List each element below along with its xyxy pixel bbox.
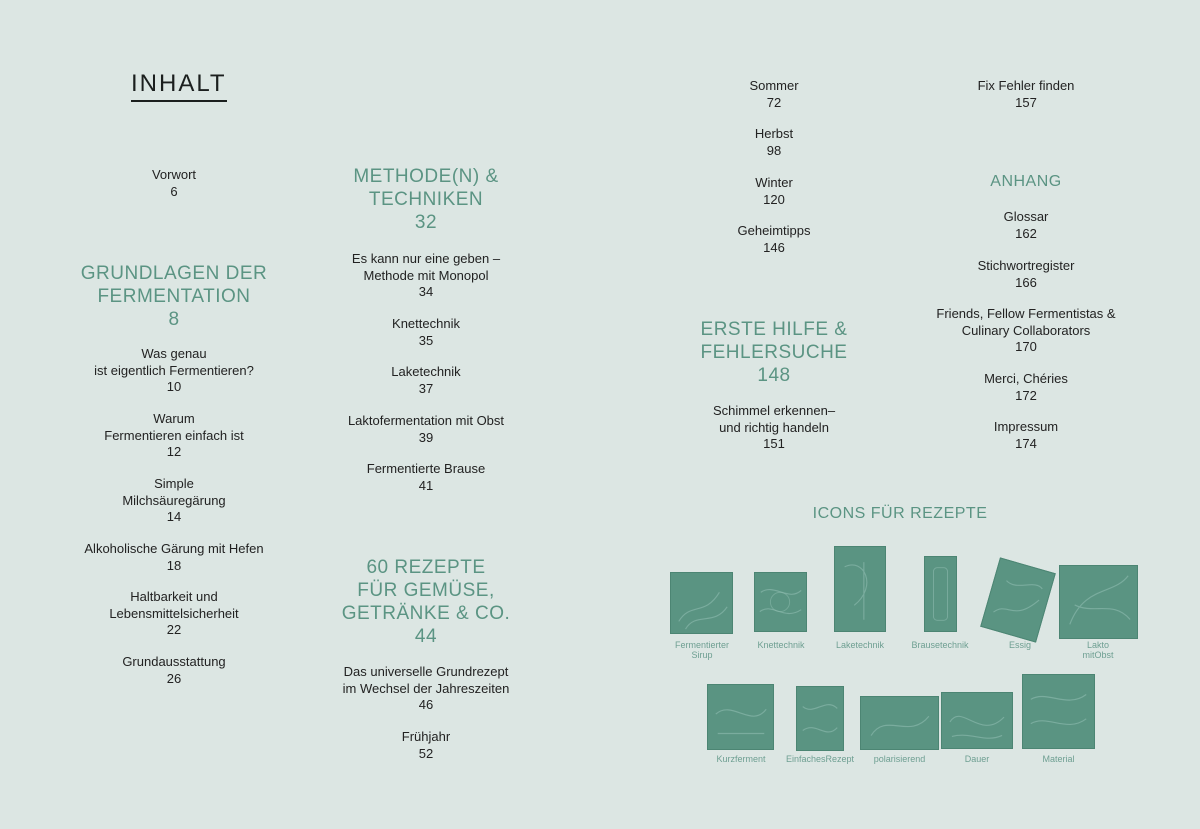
toc-entry[interactable]: Laktofermentation mit Obst 39 bbox=[347, 413, 505, 445]
toc-entry[interactable]: Glossar 162 bbox=[1003, 209, 1049, 241]
duration-icon bbox=[941, 692, 1013, 749]
toc-entry[interactable]: Knettechnik 35 bbox=[392, 316, 460, 348]
toc-entry[interactable]: Es kann nur eine geben – Methode mit Monopol 34 bbox=[351, 251, 501, 299]
icon-label: polarisierend bbox=[873, 754, 926, 764]
icon-label: Brausetechnik bbox=[911, 640, 969, 650]
icon-label: Fermentierter Sirup bbox=[674, 640, 729, 660]
section-heading-grundlagen[interactable]: GRUNDLAGEN DER FERMENTATION 8 bbox=[80, 263, 268, 330]
toc-entry[interactable]: Herbst 98 bbox=[754, 126, 794, 158]
toc-entry[interactable]: Simple Milchsäuregärung 14 bbox=[122, 476, 226, 524]
toc-entry[interactable]: Fix Fehler finden 157 bbox=[977, 78, 1075, 110]
icon-label: Lakto mitObst bbox=[1082, 640, 1114, 660]
vinegar-icon bbox=[980, 557, 1056, 642]
icon-label: Essig bbox=[1008, 640, 1031, 650]
icon-label: Material bbox=[1042, 754, 1075, 764]
brine-icon bbox=[834, 546, 886, 632]
toc-entry[interactable]: Laketechnik 37 bbox=[391, 364, 461, 396]
simple-recipe-icon bbox=[796, 686, 844, 751]
soda-bottle-icon bbox=[924, 556, 957, 632]
toc-entry[interactable]: Was genau ist eigentlich Fermentieren? 10 bbox=[94, 346, 254, 394]
kneading-icon bbox=[754, 572, 807, 632]
material-icon bbox=[1022, 674, 1095, 749]
section-heading-methoden[interactable]: METHODE(N) & TECHNIKEN 32 bbox=[353, 166, 499, 233]
short-ferment-icon bbox=[707, 684, 774, 750]
toc-entry[interactable]: Schimmel erkennen– und richtig handeln 151 bbox=[712, 403, 836, 451]
toc-entry[interactable]: Stichwortregister 166 bbox=[977, 258, 1075, 290]
fruit-jar-icon bbox=[1059, 565, 1138, 639]
icon-label: EinfachesRezept bbox=[785, 754, 855, 764]
icon-label: Dauer bbox=[964, 754, 990, 764]
toc-entry[interactable]: Warum Fermentieren einfach ist 12 bbox=[104, 411, 244, 459]
toc-entry[interactable]: Merci, Chéries 172 bbox=[984, 371, 1068, 403]
section-heading-rezepte[interactable]: 60 REZEPTE FÜR GEMÜSE, GETRÄNKE & CO. 44 bbox=[341, 557, 511, 647]
section-heading-anhang[interactable]: ANHANG bbox=[990, 173, 1062, 190]
toc-entry[interactable]: Friends, Fellow Fermentistas & Culinary Collaborators 170 bbox=[936, 306, 1116, 354]
icon-label: Laketechnik bbox=[835, 640, 885, 650]
icon-label: Knettechnik bbox=[757, 640, 805, 650]
toc-entry-vorwort[interactable]: Vorwort 6 bbox=[151, 167, 197, 199]
toc-entry[interactable]: Haltbarkeit und Lebensmittelsicherheit 22 bbox=[109, 589, 239, 637]
polarizing-icon bbox=[860, 696, 939, 750]
icons-heading: ICONS FÜR REZEPTE bbox=[812, 505, 988, 522]
page-title: INHALT bbox=[131, 70, 227, 102]
toc-entry[interactable]: Geheimtipps 146 bbox=[737, 223, 811, 255]
section-heading-erste-hilfe[interactable]: ERSTE HILFE & FEHLERSUCHE 148 bbox=[700, 319, 848, 386]
toc-entry[interactable]: Impressum 174 bbox=[993, 419, 1059, 451]
toc-entry[interactable]: Das universelle Grundrezept im Wechsel der Jahreszeiten 46 bbox=[342, 664, 510, 712]
toc-entry[interactable]: Grundausstattung 26 bbox=[122, 654, 226, 686]
toc-entry[interactable]: Frühjahr 52 bbox=[401, 729, 451, 761]
toc-entry[interactable]: Fermentierte Brause 41 bbox=[366, 461, 486, 493]
toc-entry[interactable]: Sommer 72 bbox=[749, 78, 799, 110]
toc-entry[interactable]: Alkoholische Gärung mit Hefen 18 bbox=[84, 541, 264, 573]
toc-entry[interactable]: Winter 120 bbox=[755, 175, 793, 207]
sirup-icon bbox=[670, 572, 733, 634]
icon-label: Kurzferment bbox=[716, 754, 766, 764]
